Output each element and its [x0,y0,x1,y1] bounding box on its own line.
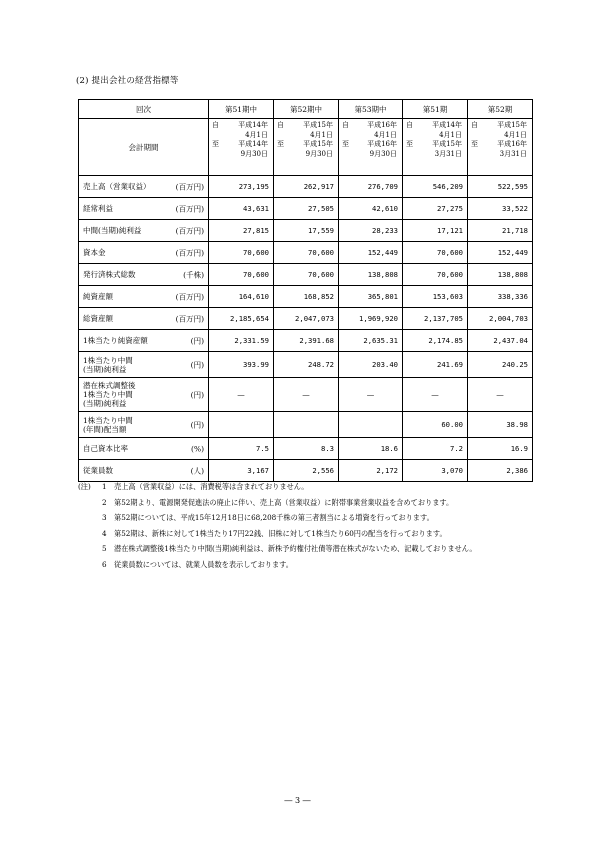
note-head: (注) [78,482,91,491]
table-row [79,412,533,438]
period-from-year: 平成16年 [367,121,397,129]
table-cell: 240.25 [468,352,533,378]
table-cell: 2,172 [339,460,403,482]
row-label-text: 従業員数 [83,466,113,475]
row-label-text: 1株当たり純資産額 [83,336,148,345]
table-cell: 3,167 [209,460,274,482]
table-row [79,198,533,220]
note-text: 売上高（営業収益）には、消費税等は含まれておりません。 [114,482,309,491]
note-number: 3 [102,513,107,522]
table-cell: 2,386 [468,460,533,482]
row-label-text: 発行済株式総数 [83,270,136,279]
table-cell [209,412,274,438]
table-cell: 70,600 [274,264,339,286]
period-from-date: 4月1日 [504,130,527,139]
column-header: 第52期 [468,100,533,119]
period-to-year: 平成16年 [367,140,397,148]
period-from-mark: 自 [406,121,413,129]
table-cell: 21,718 [468,220,533,242]
note-item [78,560,538,571]
row-label-text: 資本金 [83,248,106,257]
table-row [79,352,533,378]
table-row [79,176,533,198]
table-row [79,438,533,460]
row-label-text: 中間(当期)純利益 [83,226,142,235]
row-unit: (円) [190,390,204,399]
table-cell: 152,449 [468,242,533,264]
row-unit: (百万円) [175,314,204,323]
table-cell: 2,331.59 [209,330,274,352]
column-header: 第52期中 [274,100,339,119]
table-cell: 2,185,654 [209,308,274,330]
table-cell: 33,522 [468,198,533,220]
row-label [79,330,209,352]
period-to-mark: 至 [277,140,284,148]
table-row [79,220,533,242]
period-to-year: 平成15年 [432,140,462,148]
note-number: 5 [102,544,107,553]
note-text: 第52期は、新株に対して1株当たり17円22銭、旧株に対して1株当たり60円の配当を行っております。 [114,528,447,538]
note-item [78,529,538,540]
table-cell: — [339,378,403,412]
table-cell: 203.40 [339,352,403,378]
row-label-text: 経常利益 [83,204,113,213]
period-from-date: 4月1日 [439,130,462,139]
period-from-mark: 自 [212,121,219,129]
period-cell [209,119,274,176]
table-cell: 27,815 [209,220,274,242]
note-text: 潜在株式調整後1株当たり中間(当期)純利益は、新株予約権付社債等潜在株式がないため、記載しておりません。 [114,544,477,553]
row-label-text: 潜在株式調整後 [83,381,136,390]
table-cell: 17,559 [274,220,339,242]
note-head [78,529,102,540]
note-head [78,560,102,571]
row-label [79,242,209,264]
period-cell [403,119,468,176]
row-unit: (百万円) [175,204,204,213]
row-label [79,412,209,438]
period-to-date: 9月30日 [240,149,268,158]
table-cell: 38.98 [468,412,533,438]
table-cell: 2,174.85 [403,330,468,352]
period-to-mark: 至 [471,140,478,148]
period-to-mark: 至 [342,140,349,148]
table-cell: 3,070 [403,460,468,482]
note-item [78,482,538,493]
column-header: 第51期 [403,100,468,119]
row-label [79,460,209,482]
table-cell: 70,600 [209,264,274,286]
table-cell: — [403,378,468,412]
table-row [79,264,533,286]
row-label [79,308,209,330]
note-number: 6 [102,559,107,569]
row-label [79,220,209,242]
period-to-mark: 至 [212,140,219,148]
table-cell: 138,808 [468,264,533,286]
table-cell: 60.00 [403,412,468,438]
note-text: 従業員数については、就業人員数を表示しております。 [114,559,293,569]
notes [78,482,538,575]
table-cell: 248.72 [274,352,339,378]
note-number: 2 [102,497,107,507]
table-cell: 522,595 [468,176,533,198]
row-label-text: 純資産額 [83,292,113,301]
header-row [79,100,533,119]
row-label [79,176,209,198]
table-cell: 168,852 [274,286,339,308]
column-header: 第51期中 [209,100,274,119]
row-unit: (円) [190,360,204,369]
table-cell: 7.5 [209,438,274,460]
table-cell: — [468,378,533,412]
row-unit: (百万円) [175,226,204,235]
row-unit: (%) [191,444,204,453]
period-to-year: 平成14年 [238,140,268,148]
table-cell: 18.6 [339,438,403,460]
row-unit: (千株) [183,270,204,279]
table-cell: 2,556 [274,460,339,482]
table-cell: 70,600 [209,242,274,264]
period-to-mark: 至 [406,140,413,148]
page-number: ― 3 ― [284,796,311,805]
table-cell: 365,801 [339,286,403,308]
table-cell: 17,121 [403,220,468,242]
period-to-year: 平成16年 [497,140,527,148]
period-from-mark: 自 [471,121,478,129]
period-to-date: 9月30日 [305,149,333,158]
period-from-date: 4月1日 [245,130,268,139]
row-label [79,438,209,460]
row-label [79,198,209,220]
table-cell: 7.2 [403,438,468,460]
table-cell: 43,631 [209,198,274,220]
row-label [79,352,209,378]
table-row [79,378,533,412]
table-cell: 8.3 [274,438,339,460]
table-cell: 42,610 [339,198,403,220]
table-cell: 16.9 [468,438,533,460]
row-label-text: 総資産額 [83,314,113,323]
table-cell: 70,600 [403,264,468,286]
period-from-year: 平成15年 [497,121,527,129]
table-cell: 2,004,703 [468,308,533,330]
note-head [78,513,102,524]
row-unit: (人) [190,466,204,475]
note-number: 1 [102,482,107,491]
period-cell [274,119,339,176]
management-indicators-table [78,99,533,482]
row-label-text: 1株当たり中間 [83,355,133,365]
table-cell: 2,391.68 [274,330,339,352]
row-unit: (百万円) [175,248,204,257]
table-cell: 2,437.04 [468,330,533,352]
row-label [79,264,209,286]
note-head [78,498,102,509]
table-cell: 2,635.31 [339,330,403,352]
row-unit: (百万円) [175,182,204,191]
note-item [78,544,538,555]
row-label-text: 売上高（営業収益） [83,182,151,191]
table-cell: 1,969,920 [339,308,403,330]
note-head [78,544,102,555]
column-header: 第53期中 [339,100,403,119]
table-row [79,330,533,352]
row-label-text: (当期)純利益 [83,364,127,374]
period-from-date: 4月1日 [374,130,397,139]
period-label: 会計期間 [79,119,209,176]
header-label: 回次 [79,100,209,119]
period-from-date: 4月1日 [310,130,333,139]
period-to-year: 平成15年 [303,140,333,148]
row-label [79,286,209,308]
row-unit: (百万円) [175,292,204,301]
table-cell: — [209,378,274,412]
row-unit: (円) [190,420,204,429]
period-from-mark: 自 [342,121,349,129]
table-row [79,286,533,308]
table-cell: 393.99 [209,352,274,378]
table-cell: 70,600 [274,242,339,264]
table-cell: 28,233 [339,220,403,242]
note-number: 4 [102,528,107,538]
note-text: 第52期については、平成15年12月18日に68,208千株の第三者割当による増資を行っております。 [114,513,434,522]
table-cell: 338,336 [468,286,533,308]
row-unit: (円) [190,336,204,345]
table-cell: 152,449 [339,242,403,264]
period-to-date: 3月31日 [434,149,462,158]
row-label [79,378,209,412]
table-cell: 546,209 [403,176,468,198]
table-cell: 2,047,073 [274,308,339,330]
row-label-text: 1株当たり中間 [83,415,133,425]
table-cell: 153,603 [403,286,468,308]
table-row [79,242,533,264]
table-cell: 164,610 [209,286,274,308]
table-cell: 27,505 [274,198,339,220]
period-from-year: 平成14年 [432,121,462,129]
table-cell: 2,137,705 [403,308,468,330]
note-item [78,498,538,509]
table-cell: 241.69 [403,352,468,378]
table-cell: 262,917 [274,176,339,198]
row-label-text: 1株当たり中間 [83,390,133,399]
table-cell [339,412,403,438]
row-label-text: (年間)配当額 [83,424,127,434]
table-cell [274,412,339,438]
period-from-year: 平成15年 [303,121,333,129]
table-cell: 276,709 [339,176,403,198]
period-cell [468,119,533,176]
note-text: 第52期より、電源開発促進法の廃止に伴い、売上高（営業収益）に附帯事業営業収益を含めております。 [114,497,454,507]
table-cell: 138,808 [339,264,403,286]
table-row [79,308,533,330]
row-label-text: (当期)純利益 [83,399,127,408]
table-cell: 70,600 [403,242,468,264]
row-label-text: 自己資本比率 [83,444,128,453]
period-to-date: 3月31日 [499,149,527,158]
table-cell: 273,195 [209,176,274,198]
period-from-year: 平成14年 [238,121,268,129]
table-cell: — [274,378,339,412]
table-cell: 27,275 [403,198,468,220]
period-from-mark: 自 [277,121,284,129]
section-title: (2) 提出会社の経営指標等 [76,76,179,86]
note-item [78,513,538,524]
period-row [79,119,533,176]
table-row [79,460,533,482]
period-cell [339,119,403,176]
period-to-date: 9月30日 [369,149,397,158]
